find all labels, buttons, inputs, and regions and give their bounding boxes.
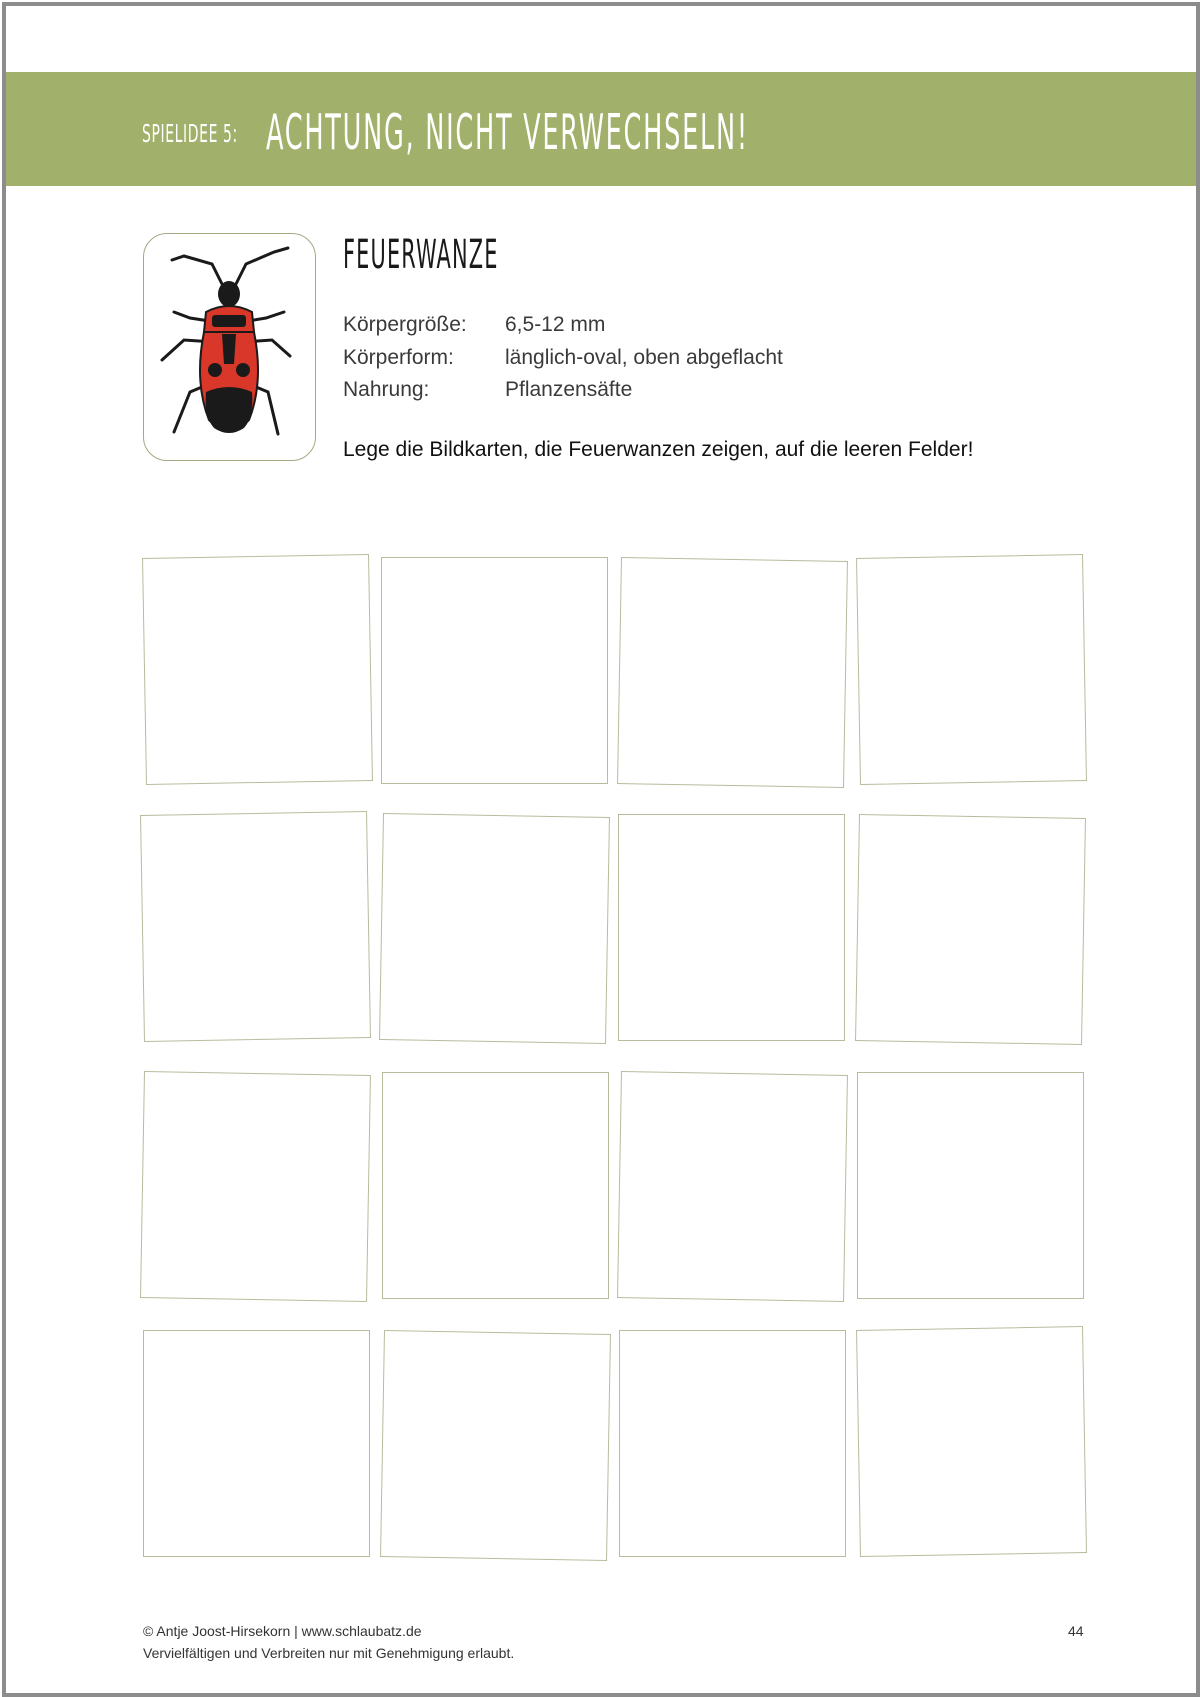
- empty-card-field[interactable]: [382, 1072, 609, 1299]
- page-number: 44: [1068, 1623, 1084, 1639]
- footer-copyright: © Antje Joost-Hirsekorn | www.schlaubatz.de: [143, 1623, 422, 1639]
- empty-card-field[interactable]: [617, 1071, 848, 1302]
- instruction-text: Lege die Bildkarten, die Feuerwanzen zeigen, auf die leeren Felder!: [343, 438, 974, 461]
- empty-card-field[interactable]: [857, 1072, 1084, 1299]
- empty-card-field[interactable]: [140, 1071, 371, 1302]
- empty-card-field[interactable]: [380, 1330, 611, 1561]
- empty-card-field[interactable]: [379, 813, 610, 1044]
- empty-card-field[interactable]: [856, 554, 1087, 785]
- fact-label: Körpergröße:: [343, 313, 467, 337]
- fact-value: länglich-oval, oben abgeflacht: [505, 345, 783, 369]
- empty-card-field[interactable]: [855, 814, 1086, 1045]
- empty-card-field[interactable]: [619, 1330, 846, 1557]
- fact-label: Körperform:: [343, 345, 454, 369]
- header-prefix: SPIELIDEE 5:: [142, 119, 238, 148]
- empty-card-field[interactable]: [381, 557, 608, 784]
- fact-value: Pflanzensäfte: [505, 378, 633, 402]
- fact-value: 6,5-12 mm: [505, 313, 606, 337]
- empty-card-field[interactable]: [140, 811, 371, 1042]
- empty-card-field[interactable]: [143, 1330, 370, 1557]
- empty-card-field[interactable]: [142, 554, 373, 785]
- empty-card-field[interactable]: [617, 557, 848, 788]
- page-title: ACHTUNG, NICHT VERWECHSELN!: [266, 104, 749, 161]
- empty-card-field[interactable]: [856, 1326, 1087, 1557]
- species-name: FEUERWANZE: [343, 232, 499, 278]
- fact-label: Nahrung:: [343, 378, 430, 402]
- empty-card-field[interactable]: [618, 814, 845, 1041]
- footer-notice: Vervielfältigen und Verbreiten nur mit Genehmigung erlaubt.: [143, 1645, 515, 1661]
